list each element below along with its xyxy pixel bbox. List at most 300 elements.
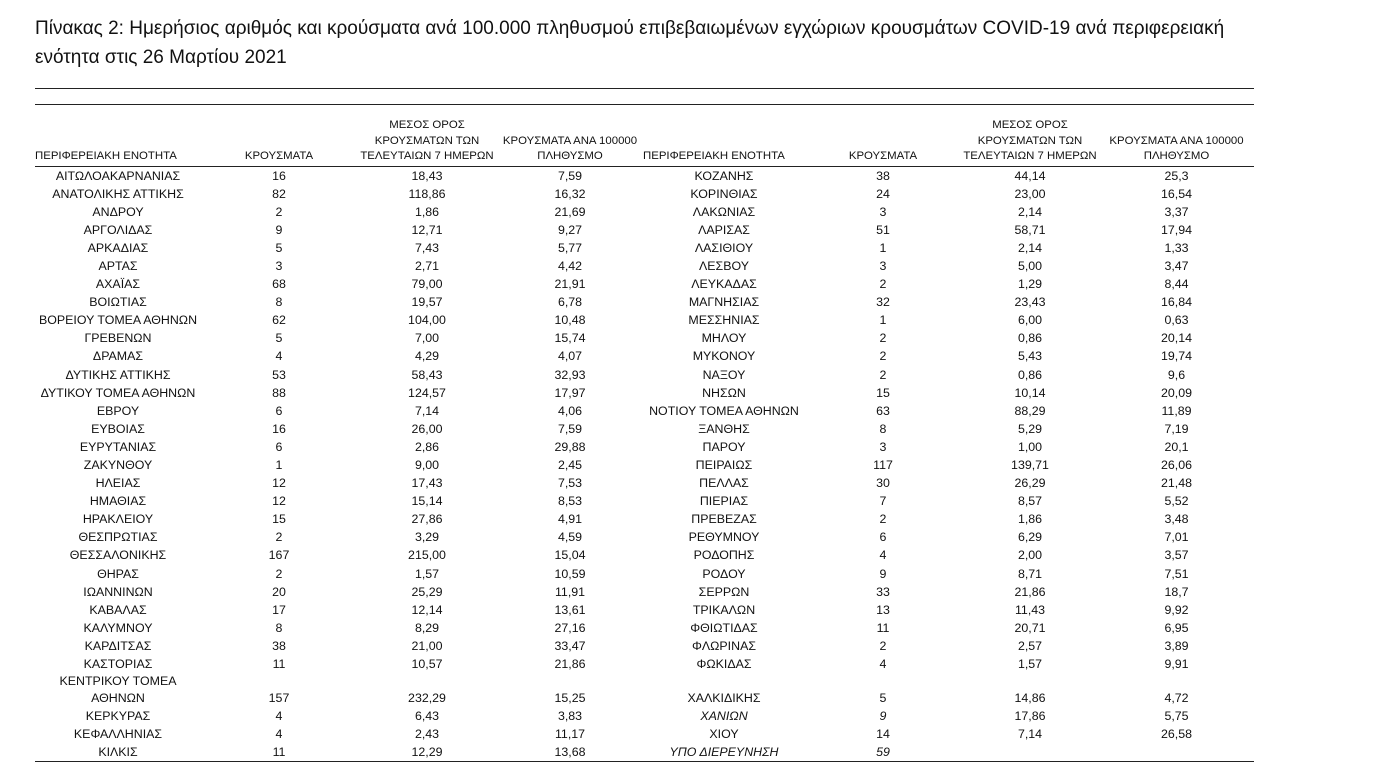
per100k-cell: 7,01 <box>1164 530 1189 545</box>
avg7-cell: 20,71 <box>1014 620 1046 635</box>
cases-cell: 6 <box>275 403 283 418</box>
per100k-cell: 5,75 <box>1164 709 1189 724</box>
avg7-cell: 215,00 <box>408 548 446 563</box>
per100k-cell: 26,58 <box>1160 727 1192 742</box>
per100k-cell: 4,59 <box>557 530 583 545</box>
avg7-cell: 0,86 <box>1017 331 1043 346</box>
per100k-cell: 3,47 <box>1164 258 1189 273</box>
region-name-cell: ΕΒΡΟΥ <box>96 403 140 418</box>
region-name-cell: ΑΧΑΪΑΣ <box>95 277 141 292</box>
cases-cell: 9 <box>879 709 887 724</box>
table-row <box>35 528 1254 546</box>
col-header-per100k-right: ΚΡΟΥΣΜΑΤΑ ΑΝΑ 100000 ΠΛΗΘΥΣΜΟ <box>1099 118 1254 166</box>
region-name-cell: ΚΑΡΔΙΤΣΑΣ <box>84 638 152 653</box>
table-row <box>35 384 1254 402</box>
cases-cell: 6 <box>275 439 283 454</box>
avg7-cell: 5,29 <box>1017 421 1043 436</box>
avg7-cell: 9,00 <box>414 458 440 472</box>
cases-cell: 2 <box>879 349 887 364</box>
per100k-cell: 15,25 <box>554 691 586 706</box>
table-row <box>35 456 1254 474</box>
avg7-cell: 14,86 <box>1014 691 1046 706</box>
table-row <box>35 474 1254 492</box>
per100k-cell: 20,09 <box>1160 385 1192 400</box>
cases-cell: 14 <box>876 727 890 742</box>
cases-cell: 4 <box>275 709 283 724</box>
per100k-cell: 21,91 <box>554 277 586 292</box>
region-name-cell: ΚΟΡΙΝΘΙΑΣ <box>690 186 758 201</box>
avg7-cell: 27,86 <box>411 512 443 527</box>
col-header-region-right: ΠΕΡΙΦΕΡΕΙΑΚΗ ΕΝΟΤΗΤΑ <box>643 118 805 166</box>
cases-cell: 9 <box>879 566 887 581</box>
table-row <box>35 583 1254 601</box>
cases-cell: 16 <box>272 421 286 436</box>
region-name-cell: ΛΕΣΒΟΥ <box>699 258 749 273</box>
region-name-cell: ΝΑΞΟΥ <box>702 367 746 382</box>
avg7-cell: 1,86 <box>1017 512 1043 527</box>
avg7-cell <box>961 743 1099 761</box>
region-name-cell: ΑΝΑΤΟΛΙΚΗΣ ΑΤΤΙΚΗΣ <box>52 186 184 201</box>
table-row <box>35 438 1254 456</box>
region-name-cell: ΓΡΕΒΕΝΩΝ <box>84 331 152 346</box>
bottom-rule <box>35 761 1254 762</box>
avg7-cell: 7,00 <box>414 331 440 346</box>
region-name-cell: ΠΕΛΛΑΣ <box>699 476 749 491</box>
avg7-cell: 4,29 <box>414 349 440 364</box>
per100k-cell: 3,89 <box>1164 638 1189 653</box>
avg7-cell: 44,14 <box>1014 168 1046 183</box>
avg7-cell: 12,71 <box>411 222 443 237</box>
region-name-cell: ΕΥΒΟΙΑΣ <box>91 421 145 436</box>
cases-cell: 16 <box>272 168 286 183</box>
region-name-cell: ΚΕΡΚΥΡΑΣ <box>85 709 151 724</box>
table-row <box>35 221 1254 239</box>
cases-cell: 11 <box>876 620 890 635</box>
top-rule <box>35 88 1254 89</box>
avg7-cell: 5,00 <box>1017 258 1043 273</box>
avg7-cell: 7,14 <box>414 403 440 418</box>
per100k-cell: 26,06 <box>1160 458 1192 472</box>
cases-cell: 2 <box>879 638 887 653</box>
cases-cell: 6 <box>879 530 887 545</box>
avg7-cell: 104,00 <box>408 313 446 328</box>
cases-cell: 11 <box>272 657 286 672</box>
region-name-cell: ΖΑΚΥΝΘΟΥ <box>83 458 153 472</box>
table-caption: Πίνακας 2: Ημερήσιος αριθμός και κρούσματα ανά 100.000 πληθυσμού επιβεβαιωμένων εγχώριων κρουσμάτων COVID-19 ανά περιφερειακή ενότητα στις 26 Μαρτίου 2021 <box>35 18 1225 68</box>
per100k-cell: 4,91 <box>557 512 583 527</box>
table-row <box>35 510 1254 528</box>
cases-cell: 15 <box>876 385 890 400</box>
per100k-cell: 25,3 <box>1164 168 1189 183</box>
cases-cell: 4 <box>879 657 887 672</box>
per100k-cell: 18,7 <box>1164 584 1189 599</box>
cases-cell: 3 <box>879 439 887 454</box>
per100k-cell: 7,59 <box>557 168 583 183</box>
per100k-cell: 6,95 <box>1164 620 1189 635</box>
per100k-cell: 4,07 <box>557 349 583 364</box>
cases-cell: 33 <box>876 584 890 599</box>
region-name-cell: ΔΥΤΙΚΟΥ ΤΟΜΕΑ ΑΘΗΝΩΝ <box>40 385 196 400</box>
cases-cell: 17 <box>272 602 286 617</box>
cases-cell: 38 <box>272 638 286 653</box>
table-row <box>35 673 1254 707</box>
per100k-cell: 4,72 <box>1164 691 1189 706</box>
per100k-cell: 3,83 <box>557 709 583 724</box>
avg7-cell: 118,86 <box>408 186 446 201</box>
per100k-cell: 20,14 <box>1160 331 1192 346</box>
avg7-cell: 3,29 <box>414 530 440 545</box>
per100k-cell: 16,54 <box>1160 186 1192 201</box>
region-name-cell: ΡΟΔΟΠΗΣ <box>693 548 755 563</box>
avg7-cell: 79,00 <box>411 277 443 292</box>
region-name-cell: ΛΑΡΙΣΑΣ <box>698 222 750 237</box>
table-row <box>35 619 1254 637</box>
cases-cell: 38 <box>876 168 890 183</box>
region-name-cell: ΛΑΣΙΘΙΟΥ <box>694 240 754 255</box>
cases-cell: 63 <box>876 403 890 418</box>
avg7-cell: 58,43 <box>411 367 443 382</box>
avg7-cell: 12,29 <box>411 745 443 760</box>
per100k-cell: 9,92 <box>1164 602 1189 617</box>
per100k-cell: 33,47 <box>554 638 586 653</box>
region-name-cell: ΔΡΑΜΑΣ <box>92 349 144 364</box>
table-row <box>35 185 1254 203</box>
region-name-cell: ΧΙΟΥ <box>709 727 739 742</box>
avg7-cell: 19,57 <box>411 295 443 310</box>
cases-cell: 88 <box>272 385 286 400</box>
region-name-cell: ΒΟΙΩΤΙΑΣ <box>89 295 147 310</box>
region-name-cell: ΜΕΣΣΗΝΙΑΣ <box>688 313 760 328</box>
cases-cell: 2 <box>275 566 283 581</box>
table-row <box>35 166 1254 185</box>
header-rule <box>35 104 1254 105</box>
table-row <box>35 311 1254 329</box>
region-name-cell <box>35 673 201 707</box>
region-name-cell: ΑΡΓΟΛΙΔΑΣ <box>83 222 153 237</box>
avg7-cell: 1,29 <box>1017 277 1043 292</box>
per100k-cell: 8,44 <box>1164 277 1189 292</box>
cases-cell: 8 <box>275 620 283 635</box>
avg7-cell: 2,00 <box>1017 548 1043 563</box>
region-name-cell: ΚΙΛΚΙΣ <box>98 745 138 760</box>
per100k-cell: 15,74 <box>554 331 586 346</box>
cases-cell: 2 <box>879 331 887 346</box>
per100k-cell: 5,77 <box>557 240 583 255</box>
region-name-cell: ΑΡΤΑΣ <box>98 258 138 273</box>
cases-cell: 82 <box>272 186 286 201</box>
cases-cell: 5 <box>275 331 283 346</box>
table-row <box>35 725 1254 743</box>
avg7-cell: 6,29 <box>1017 530 1043 545</box>
avg7-cell: 17,86 <box>1014 709 1046 724</box>
col-header-cases-right: ΚΡΟΥΣΜΑΤΑ <box>805 118 961 166</box>
per100k-cell: 7,59 <box>557 421 583 436</box>
per100k-cell: 0,63 <box>1164 313 1189 328</box>
per100k-cell: 21,69 <box>554 204 586 219</box>
per100k-cell: 4,06 <box>557 403 583 418</box>
avg7-cell: 6,43 <box>414 709 440 724</box>
avg7-cell: 8,29 <box>414 620 440 635</box>
avg7-cell: 18,43 <box>411 168 443 183</box>
table-row <box>35 239 1254 257</box>
region-name-cell: ΠΑΡΟΥ <box>702 439 746 454</box>
table-row <box>35 257 1254 275</box>
cases-cell: 8 <box>275 295 283 310</box>
region-name-cell: ΠΕΙΡΑΙΩΣ <box>695 458 753 472</box>
col-header-avg7-left: ΜΕΣΟΣ ΟΡΟΣ ΚΡΟΥΣΜΑΤΩΝ ΤΩΝ ΤΕΛΕΥΤΑΙΩΝ 7 ΗΜΕΡΩΝ <box>357 118 497 166</box>
avg7-cell: 7,14 <box>1017 727 1043 742</box>
table-row <box>35 203 1254 221</box>
cases-cell: 1 <box>879 240 887 255</box>
avg7-cell: 7,43 <box>414 240 440 255</box>
avg7-cell: 11,43 <box>1014 602 1046 617</box>
table-row <box>35 565 1254 583</box>
per100k-cell: 3,48 <box>1164 512 1189 527</box>
region-name-cell: ΒΟΡΕΙΟΥ ΤΟΜΕΑ ΑΘΗΝΩΝ <box>38 313 198 328</box>
per100k-cell: 2,45 <box>557 458 583 472</box>
per100k-cell: 21,48 <box>1160 476 1192 491</box>
region-name-cell: ΗΜΑΘΙΑΣ <box>89 494 147 509</box>
region-name-cell: ΝΗΣΩΝ <box>702 385 746 400</box>
cases-cell: 2 <box>275 530 283 545</box>
avg7-cell: 17,43 <box>411 476 443 491</box>
cases-cell: 32 <box>876 295 890 310</box>
avg7-cell: 26,29 <box>1014 476 1046 491</box>
avg7-cell: 139,71 <box>1011 458 1049 472</box>
per100k-cell: 11,91 <box>554 584 586 599</box>
region-name-cell: ΔΥΤΙΚΗΣ ΑΤΤΙΚΗΣ <box>65 367 171 382</box>
avg7-cell: 25,29 <box>411 584 443 599</box>
per100k-cell: 27,16 <box>554 620 586 635</box>
region-name-cell: ΑΙΤΩΛΟΑΚΑΡΝΑΝΙΑΣ <box>55 168 181 183</box>
col-header-cases-left: ΚΡΟΥΣΜΑΤΑ <box>201 118 357 166</box>
per100k-cell: 7,53 <box>557 476 583 491</box>
cases-cell: 3 <box>879 204 887 219</box>
col-header-per100k-left: ΚΡΟΥΣΜΑΤΑ ΑΝΑ 100000 ΠΛΗΘΥΣΜΟ <box>497 118 643 166</box>
table-row <box>35 601 1254 619</box>
cases-cell: 157 <box>268 691 290 706</box>
cases-cell: 5 <box>275 240 283 255</box>
cases-cell: 8 <box>879 421 887 436</box>
cases-cell: 12 <box>272 494 286 509</box>
avg7-cell: 8,71 <box>1017 566 1043 581</box>
per100k-cell: 3,57 <box>1164 548 1189 563</box>
region-name-cell: ΘΗΡΑΣ <box>97 566 139 581</box>
header-row <box>35 118 1254 166</box>
region-name-cell: ΜΑΓΝΗΣΙΑΣ <box>688 295 760 310</box>
cases-cell: 53 <box>272 367 286 382</box>
cases-cell: 4 <box>879 548 887 563</box>
cases-cell: 59 <box>876 745 890 760</box>
region-name-cell: ΠΙΕΡΙΑΣ <box>699 494 749 509</box>
per100k-cell: 9,27 <box>557 222 583 237</box>
avg7-cell: 26,00 <box>411 421 443 436</box>
per100k-cell: 16,84 <box>1160 295 1192 310</box>
cases-cell: 62 <box>272 313 286 328</box>
cases-cell: 2 <box>879 277 887 292</box>
per100k-cell <box>1099 743 1254 761</box>
cases-cell: 30 <box>876 476 890 491</box>
region-name-cell: ΧΑΛΚΙΔΙΚΗΣ <box>687 691 761 706</box>
table-row <box>35 293 1254 311</box>
region-name-cell: ΘΕΣΣΑΛΟΝΙΚΗΣ <box>69 548 167 563</box>
per100k-cell: 19,74 <box>1160 349 1192 364</box>
region-name-cell: ΚΑΣΤΟΡΙΑΣ <box>83 657 153 672</box>
cases-cell: 2 <box>879 512 887 527</box>
region-name-cell: ΛΑΚΩΝΙΑΣ <box>692 204 756 219</box>
avg7-cell: 1,57 <box>1017 657 1043 672</box>
region-name-cell: ΞΑΝΘΗΣ <box>698 421 750 436</box>
avg7-cell: 0,86 <box>1017 367 1043 382</box>
region-name-cell: ΑΡΚΑΔΙΑΣ <box>87 240 149 255</box>
avg7-cell: 10,57 <box>411 657 443 672</box>
avg7-cell: 2,71 <box>414 258 440 273</box>
table-row <box>35 275 1254 293</box>
cases-cell: 1 <box>879 313 887 328</box>
avg7-cell: 10,14 <box>1014 385 1046 400</box>
per100k-cell: 13,68 <box>554 745 586 760</box>
cases-cell: 3 <box>275 258 283 273</box>
cases-cell: 2 <box>879 367 887 382</box>
per100k-cell: 21,86 <box>554 657 586 672</box>
avg7-cell: 15,14 <box>411 494 443 509</box>
region-name-cell: ΦΘΙΩΤΙΔΑΣ <box>690 620 758 635</box>
per100k-cell: 20,1 <box>1164 439 1189 454</box>
avg7-cell: 2,57 <box>1017 638 1043 653</box>
per100k-cell: 11,89 <box>1161 403 1192 418</box>
per100k-cell: 13,61 <box>554 602 586 617</box>
per100k-cell: 15,04 <box>554 548 586 563</box>
cases-cell: 12 <box>272 476 286 491</box>
avg7-cell: 232,29 <box>408 691 446 706</box>
avg7-cell: 2,43 <box>414 727 440 742</box>
cases-cell: 20 <box>272 584 286 599</box>
per100k-cell: 17,94 <box>1160 222 1192 237</box>
region-name-cell: ΘΕΣΠΡΩΤΙΑΣ <box>78 530 158 545</box>
per100k-cell: 6,78 <box>557 295 583 310</box>
cases-cell: 117 <box>873 458 893 472</box>
cases-cell: 2 <box>275 204 283 219</box>
per100k-cell: 7,51 <box>1164 566 1189 581</box>
region-name-cell: ΜΥΚΟΝΟΥ <box>692 349 756 364</box>
avg7-cell: 12,14 <box>411 602 443 617</box>
cases-cell: 9 <box>275 222 283 237</box>
per100k-cell: 4,42 <box>557 258 583 273</box>
table-row <box>35 366 1254 384</box>
cases-cell: 51 <box>876 222 890 237</box>
region-name-cell: ΕΥΡΥΤΑΝΙΑΣ <box>79 439 157 454</box>
table-row <box>35 655 1254 673</box>
per100k-cell: 17,97 <box>554 385 586 400</box>
cases-cell: 1 <box>275 458 283 472</box>
region-name-cell: ΡΕΘΥΜΝΟΥ <box>688 530 760 545</box>
avg7-cell: 5,43 <box>1017 349 1043 364</box>
per100k-cell: 9,91 <box>1164 657 1189 672</box>
region-name-cell: ΧΑΝΙΩΝ <box>700 709 748 724</box>
avg7-cell: 8,57 <box>1017 494 1043 509</box>
avg7-cell: 2,14 <box>1017 204 1043 219</box>
avg7-cell: 21,00 <box>411 638 443 653</box>
per100k-cell: 7,19 <box>1164 421 1189 436</box>
region-name-cell: ΣΕΡΡΩΝ <box>698 584 750 599</box>
avg7-cell: 1,86 <box>414 204 440 219</box>
covid-cases-table <box>35 118 1254 761</box>
table-row <box>35 743 1254 761</box>
region-name-cell: ΚΑΒΑΛΑΣ <box>89 602 147 617</box>
cases-cell: 13 <box>876 602 890 617</box>
region-name-line2: ΑΘΗΝΩΝ <box>91 691 145 706</box>
avg7-cell: 124,57 <box>408 385 446 400</box>
col-header-avg7-right: ΜΕΣΟΣ ΟΡΟΣ ΚΡΟΥΣΜΑΤΩΝ ΤΩΝ ΤΕΛΕΥΤΑΙΩΝ 7 ΗΜΕΡΩΝ <box>961 118 1099 166</box>
per100k-cell: 5,52 <box>1164 494 1189 509</box>
per100k-cell: 32,93 <box>554 367 586 382</box>
table-row <box>35 707 1254 725</box>
table-row <box>35 402 1254 420</box>
cases-cell: 4 <box>275 727 283 742</box>
region-name-cell: ΚΕΦΑΛΛΗΝΙΑΣ <box>73 727 163 742</box>
region-name-cell: ΠΡΕΒΕΖΑΣ <box>691 512 757 527</box>
avg7-cell: 1,00 <box>1017 439 1043 454</box>
table-row <box>35 347 1254 365</box>
avg7-cell: 23,00 <box>1014 186 1046 201</box>
region-name-cell: ΗΛΕΙΑΣ <box>95 476 141 491</box>
region-name-cell: ΚΟΖΑΝΗΣ <box>694 168 754 183</box>
region-name-cell: ΛΕΥΚΑΔΑΣ <box>691 277 757 292</box>
per100k-cell: 8,53 <box>557 494 583 509</box>
per100k-cell: 3,37 <box>1164 204 1189 219</box>
region-name-line1: ΚΕΝΤΡΙΚΟΥ ΤΟΜΕΑ <box>59 674 177 689</box>
region-name-cell: ΦΩΚΙΔΑΣ <box>696 657 752 672</box>
region-name-cell: ΥΠΟ ΔΙΕΡΕΥΝΗΣΗ <box>669 745 779 760</box>
table-row <box>35 420 1254 438</box>
cases-cell: 68 <box>272 277 286 292</box>
avg7-cell: 58,71 <box>1014 222 1046 237</box>
region-name-cell: ΙΩΑΝΝΙΝΩΝ <box>83 584 153 599</box>
per100k-cell: 10,59 <box>554 566 586 581</box>
table-row <box>35 329 1254 347</box>
avg7-cell: 21,86 <box>1014 584 1046 599</box>
per100k-cell: 11,17 <box>554 727 586 742</box>
region-name-cell: ΑΝΔΡΟΥ <box>92 204 144 219</box>
cases-cell: 11 <box>272 745 286 760</box>
region-name-cell: ΡΟΔΟΥ <box>702 566 746 581</box>
region-name-cell: ΚΑΛΥΜΝΟΥ <box>83 620 153 635</box>
avg7-cell: 23,43 <box>1014 295 1046 310</box>
region-name-cell: ΗΡΑΚΛΕΙΟΥ <box>82 512 154 527</box>
region-name-cell: ΝΟΤΙΟΥ ΤΟΜΕΑ ΑΘΗΝΩΝ <box>649 403 799 418</box>
table-row <box>35 546 1254 564</box>
region-name-cell: ΤΡΙΚΑΛΩΝ <box>692 602 756 617</box>
avg7-cell: 1,57 <box>414 566 440 581</box>
avg7-cell: 2,86 <box>414 439 440 454</box>
cases-cell: 15 <box>272 512 286 527</box>
per100k-cell: 16,32 <box>554 186 586 201</box>
per100k-cell: 29,88 <box>554 439 586 454</box>
avg7-cell: 6,00 <box>1017 313 1043 328</box>
cases-cell: 167 <box>268 548 290 563</box>
col-header-region-left: ΠΕΡΙΦΕΡΕΙΑΚΗ ΕΝΟΤΗΤΑ <box>35 118 201 166</box>
cases-cell: 5 <box>879 691 887 706</box>
per100k-cell: 9,6 <box>1167 367 1186 382</box>
region-name-cell: ΜΗΛΟΥ <box>701 331 747 346</box>
avg7-cell: 2,14 <box>1017 240 1043 255</box>
cases-cell: 4 <box>275 349 283 364</box>
cases-cell: 3 <box>879 258 887 273</box>
region-name-cell: ΦΛΩΡΙΝΑΣ <box>691 638 756 653</box>
table-row <box>35 492 1254 510</box>
table-row <box>35 637 1254 655</box>
avg7-cell: 88,29 <box>1014 403 1046 418</box>
